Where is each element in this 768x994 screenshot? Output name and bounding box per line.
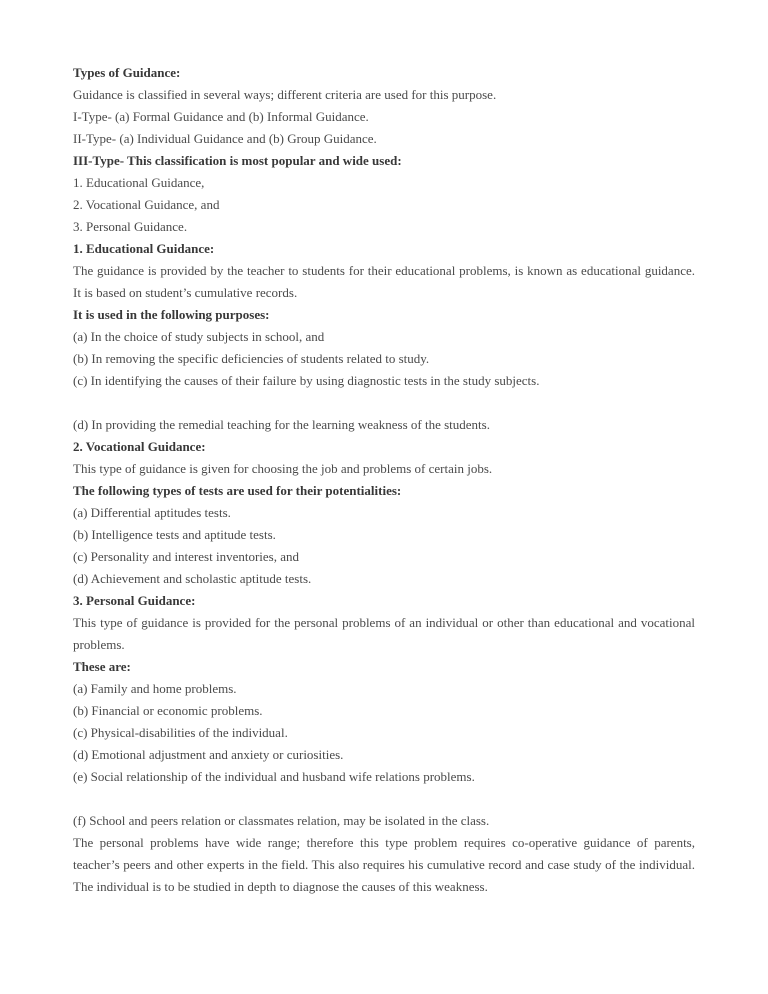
- text-line: The personal problems have wide range; therefore this type problem requires co-operative guidance of parents, teacher’s peers and other experts in the field. This also requires his cumulative record and case study of the individual. The individual is to be studied in depth to diagnose the causes of this weakness.: [73, 835, 695, 894]
- section-heading: These are:: [73, 659, 131, 674]
- text-line: (b) In removing the specific deficiencies of students related to study.: [73, 351, 430, 366]
- text-line: (b) Intelligence tests and aptitude tests.: [73, 527, 276, 542]
- document-body: [73, 62, 695, 898]
- section-heading: 3. Personal Guidance:: [73, 593, 196, 608]
- blank-line: [73, 392, 695, 414]
- text-line: (a) Family and home problems.: [73, 681, 237, 696]
- section-heading: The following types of tests are used for their potentialities:: [73, 483, 402, 498]
- text-line: This type of guidance is provided for the personal problems of an individual or other than educational and vocational problems.: [73, 615, 695, 652]
- text-line: (a) Differential aptitudes tests.: [73, 505, 231, 520]
- text-line: (e) Social relationship of the individual and husband wife relations problems.: [73, 769, 475, 784]
- text-line: (c) Physical-disabilities of the individual.: [73, 725, 288, 740]
- text-line: (c) In identifying the causes of their failure by using diagnostic tests in the study subjects.: [73, 373, 540, 388]
- text-line: II-Type- (a) Individual Guidance and (b) Group Guidance.: [73, 131, 377, 146]
- text-line: The guidance is provided by the teacher to students for their educational problems, is known as educational guidance. It is based on student’s cumulative records.: [73, 263, 695, 300]
- text-line: (a) In the choice of study subjects in school, and: [73, 329, 325, 344]
- section-heading: III-Type- This classification is most popular and wide used:: [73, 153, 402, 168]
- text-line: (d) Achievement and scholastic aptitude tests.: [73, 571, 312, 586]
- text-line: This type of guidance is given for choosing the job and problems of certain jobs.: [73, 461, 493, 476]
- text-line: (f) School and peers relation or classmates relation, may be isolated in the class.: [73, 813, 490, 828]
- text-line: Guidance is classified in several ways; different criteria are used for this purpose.: [73, 87, 497, 102]
- section-heading: 2. Vocational Guidance:: [73, 439, 206, 454]
- text-line: (d) Emotional adjustment and anxiety or curiosities.: [73, 747, 344, 762]
- section-heading: It is used in the following purposes:: [73, 307, 270, 322]
- section-heading: 1. Educational Guidance:: [73, 241, 215, 256]
- text-line: (d) In providing the remedial teaching for the learning weakness of the students.: [73, 417, 490, 432]
- text-line: I-Type- (a) Formal Guidance and (b) Informal Guidance.: [73, 109, 369, 124]
- section-heading: Types of Guidance:: [73, 65, 181, 80]
- text-line: (b) Financial or economic problems.: [73, 703, 263, 718]
- text-line: 2. Vocational Guidance, and: [73, 197, 220, 212]
- blank-line: [73, 788, 695, 810]
- text-line: 1. Educational Guidance,: [73, 175, 205, 190]
- text-line: (c) Personality and interest inventories, and: [73, 549, 299, 564]
- text-line: 3. Personal Guidance.: [73, 219, 188, 234]
